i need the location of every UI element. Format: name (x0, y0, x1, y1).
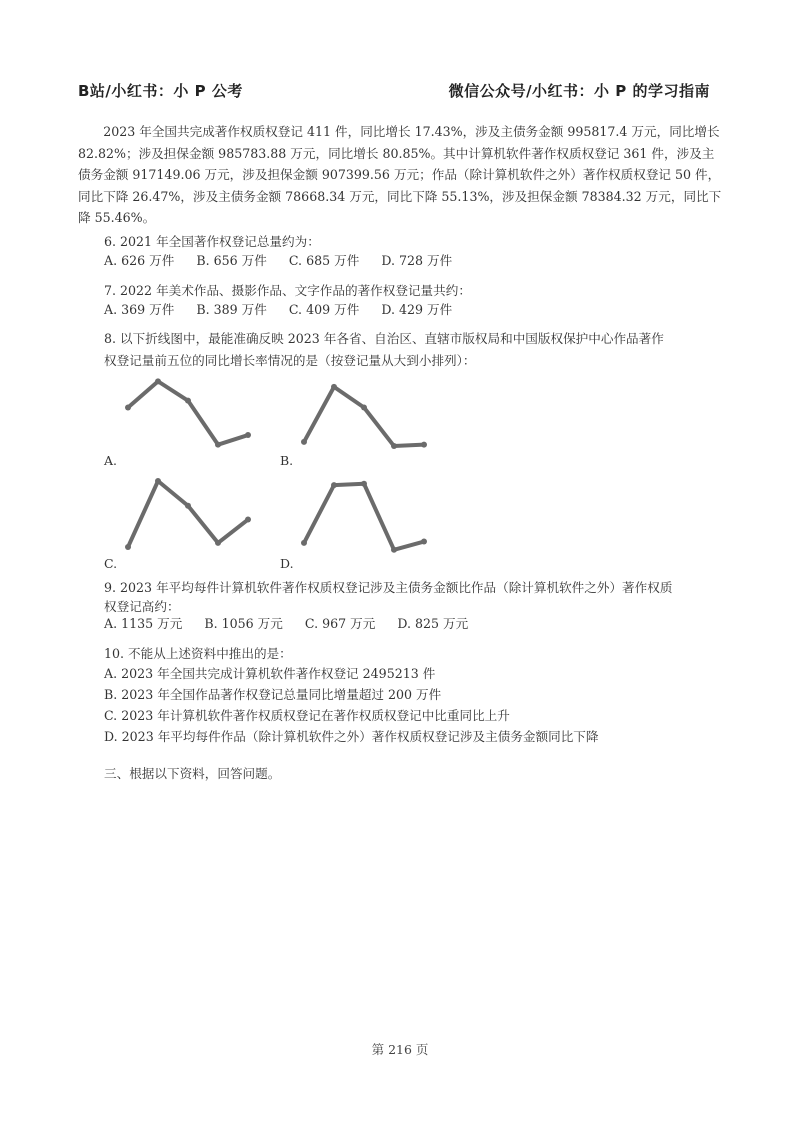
chart-c-point (215, 540, 221, 546)
q6-option-a[interactable]: A. 626 万件 (104, 253, 175, 268)
chart-a-line (128, 381, 248, 444)
q8-stem-line2: 权登记量前五位的同比增长率情况的是（按登记量从大到小排列）： (104, 353, 476, 368)
q9-stem-line1: 9. 2023 年平均每件计算机软件著作权质权登记涉及主债务金额比作品（除计算机软件之外）著作权质 (104, 580, 673, 595)
q7-options (104, 299, 470, 320)
q6-options (104, 250, 470, 271)
header-left: B站/小红书：小 P 公考 (78, 82, 243, 100)
chart-a-point (125, 405, 131, 411)
material-paragraph: 2023 年全国共完成著作权质权登记 411 件，同比增长 17.43%，涉及主债务金额 995817.4 万元，同比增长 82.82%；涉及担保金额 985783.88 万元，同比增长 80.85%。其中计算机软件著作权质权登记 361 件，涉及主债务金额 917149.06 万元，涉及担保金额 907399.56 万元；作品（除计算机软件之外）著作权质权登记 50 件，同比下降 26.47%，涉及主债务金额 78668.34 万元，同比下降 55.13%，涉及担保金额 78384.32 万元，同比下降 55.46%。 (78, 124, 722, 225)
q7-option-c[interactable]: C. 409 万件 (288, 302, 360, 317)
chart-option-b[interactable] (280, 372, 460, 476)
chart-d-line (304, 484, 424, 550)
chart-c-svg (104, 473, 284, 573)
chart-b-label: B. (280, 453, 294, 468)
chart-b-svg (280, 372, 460, 472)
q9-option-b[interactable]: B. 1056 万元 (204, 616, 283, 631)
q10-option-d[interactable]: D. 2023 年平均每件作品（除计算机软件之外）著作权质权登记涉及主债务金额同比下降 (104, 729, 599, 744)
chart-c-point (155, 478, 161, 484)
chart-option-a[interactable] (104, 372, 284, 476)
chart-d-svg (280, 473, 460, 573)
q6-option-d[interactable]: D. 728 万件 (381, 253, 453, 268)
q7-option-d[interactable]: D. 429 万件 (381, 302, 453, 317)
q7-option-b[interactable]: B. 389 万件 (196, 302, 267, 317)
q9-option-a[interactable]: A. 1135 万元 (104, 616, 183, 631)
chart-b-line (304, 387, 424, 446)
section-three-heading: 三、根据以下资料，回答问题。 (104, 766, 281, 781)
chart-d-point (421, 539, 427, 545)
q10-option-b[interactable]: B. 2023 年全国作品著作权登记总量同比增量超过 200 万件 (104, 687, 442, 702)
chart-a-point (155, 378, 161, 384)
q7-stem: 7. 2022 年美术作品、摄影作品、文字作品的著作权登记量共约： (104, 283, 471, 298)
q9-option-d[interactable]: D. 825 万元 (397, 616, 469, 631)
chart-a-point (185, 398, 191, 404)
header-right: 微信公众号/小红书：小 P 的学习指南 (448, 82, 710, 100)
chart-b-point (361, 405, 367, 411)
q6-option-c[interactable]: C. 685 万件 (288, 253, 360, 268)
page-number: 第 216 页 (371, 1042, 429, 1057)
q6-option-b[interactable]: B. 656 万件 (196, 253, 267, 268)
q10-stem: 10. 不能从上述资料中推出的是： (104, 646, 292, 661)
chart-a-point (245, 432, 251, 438)
q10-option-c[interactable]: C. 2023 年计算机软件著作权质权登记在著作权质权登记中比重同比上升 (104, 708, 510, 723)
chart-a-point (215, 442, 221, 448)
chart-d-label: D. (280, 556, 294, 571)
chart-b-point (421, 442, 427, 448)
q9-stem-line2: 权登记高约： (104, 599, 180, 614)
chart-d-point (301, 540, 307, 546)
chart-c-point (245, 517, 251, 523)
q9-options (104, 613, 486, 634)
chart-c-line (128, 481, 248, 547)
q10-option-a[interactable]: A. 2023 年全国共完成计算机软件著作权登记 2495213 件 (104, 666, 436, 681)
q9-option-c[interactable]: C. 967 万元 (304, 616, 376, 631)
chart-d-point (331, 482, 337, 488)
chart-b-point (391, 443, 397, 449)
chart-option-c[interactable] (104, 473, 284, 577)
q8-stem-line1: 8. 以下折线图中，最能准确反映 2023 年各省、自治区、直辖市版权局和中国版权保护中心作品著作 (104, 331, 664, 346)
chart-d-point (391, 547, 397, 553)
chart-a-svg (104, 372, 284, 472)
chart-a-label: A. (104, 453, 118, 468)
q7-option-a[interactable]: A. 369 万件 (104, 302, 175, 317)
chart-b-point (301, 439, 307, 445)
q6-stem: 6. 2021 年全国著作权登记总量约为： (104, 234, 320, 249)
chart-c-label: C. (104, 556, 118, 571)
chart-d-point (361, 481, 367, 487)
chart-option-d[interactable] (280, 473, 460, 577)
chart-b-point (331, 384, 337, 390)
chart-c-point (185, 503, 191, 509)
chart-c-point (125, 544, 131, 550)
